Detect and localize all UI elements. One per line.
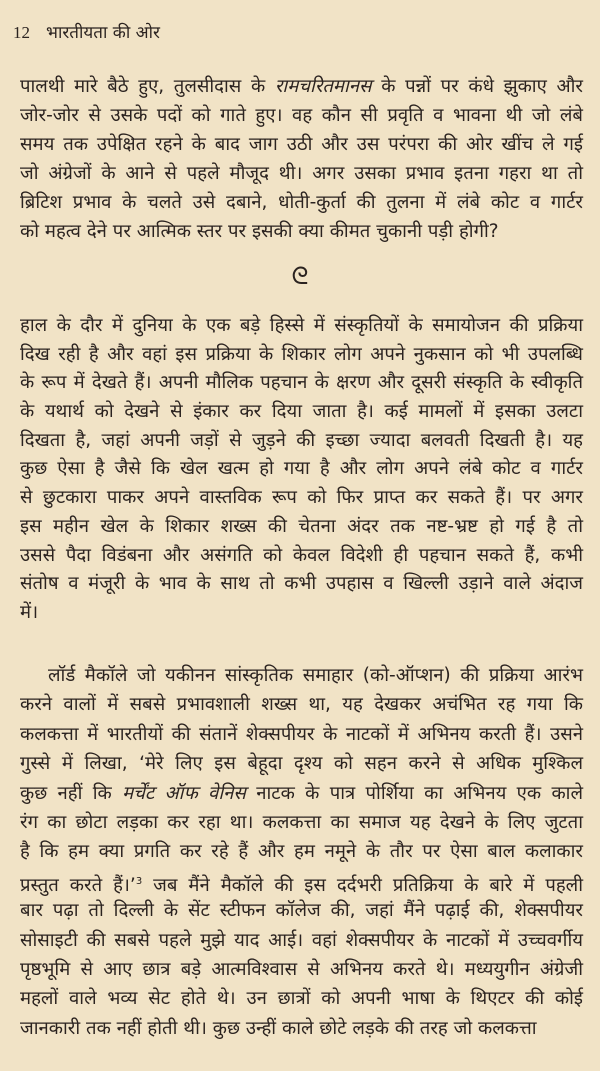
text-line [20, 690, 583, 719]
text-segment: कुछ नहीं कि [20, 782, 123, 804]
text-segment: करने वालों में सबसे प्रभावशाली शख्स था, यह देखकर अचंभित रह गया कि [20, 694, 583, 716]
text-segment: प्रस्तुत करते हैं।’ [20, 874, 136, 896]
text-segment: को महत्व देने पर आत्मिक स्तर पर इसकी क्या कीमत चुकानी पड़ी होगी? [20, 221, 499, 242]
text-line [20, 484, 583, 513]
text-line [20, 159, 583, 188]
text-segment: पालथी मारे बैठे हुए, तुलसीदास के [20, 76, 275, 97]
text-segment: पृष्ठभूमि से आए छात्र बड़े आत्मविश्वास से अभिनय करते थे। मध्ययुगीन अंग्रेजी [20, 958, 583, 980]
text-segment: नाटक के पात्र पोर्शिया का अभिनय एक काले [245, 782, 583, 804]
text-segment: गुस्से में लिखा, ‘मेरे लिए इस बेहूदा दृश्य को सहन करने से अधिक मुश्किल [20, 753, 583, 775]
text-line [20, 72, 583, 101]
italic-title: मर्चेंट ऑफ वेनिस [122, 782, 246, 804]
text-line [20, 369, 583, 398]
section-break-ornament: ᘓ [291, 262, 309, 290]
running-title: भारतीयता की ओर [46, 23, 160, 43]
text-segment: महलों वाले भव्य सेट होते थे। उन छात्रों को अपनी भाषा के थिएटर की कोई [20, 988, 583, 1010]
text-line [20, 513, 583, 542]
text-line [20, 217, 583, 246]
text-line [20, 808, 583, 837]
text-segment: कलकत्ता में भारतीयों की संतानें शेक्सपीयर के नाटकों में अभिनय करती हैं। उसने [20, 723, 583, 745]
text-line [20, 661, 583, 690]
text-segment: से छुटकारा पाकर अपने वास्तविक रूप को फिर प्राप्त कर सकते हैं। पर अगर [20, 487, 583, 509]
text-line [20, 455, 583, 484]
text-segment: रंग का छोटा लड़का कर रहा था। कलकत्ता का समाज यह देखने के लिए जुटता [20, 811, 583, 833]
paragraph-2 [20, 312, 583, 628]
text-segment: के यथार्थ को देखने से इंकार कर दिया जाता है। कई मामलों में इसका उलटा [20, 401, 583, 423]
text-line [20, 867, 583, 896]
paragraph-3 [20, 661, 583, 1043]
text-segment: संतोष व मंजूरी के भाव के साथ तो कभी उपहास व खिल्ली उड़ाने वाले अंदाज [20, 573, 583, 595]
text-segment: सोसाइटी की सबसे पहले मुझे याद आई। वहां शेक्सपीयर के नाटकों में उच्चवर्गीय [20, 929, 583, 951]
text-segment: बार पढ़ा तो दिल्ली के सेंट स्टीफन कॉलेज की, जहां मैंने पढ़ाई की, शेक्सपीयर [20, 900, 583, 922]
text-line [20, 101, 583, 130]
text-segment: जब मैंने मैकॉले की इस दर्दभरी प्रतिक्रिया के बारे में पहली [142, 874, 583, 896]
text-segment: हाल के दौर में दुनिया के एक बड़े हिस्से में संस्कृतियों के समायोजन की प्रक्रिया [20, 315, 583, 336]
text-line [20, 779, 583, 808]
text-line [20, 984, 583, 1013]
text-line [20, 188, 583, 217]
text-line [20, 837, 583, 866]
text-segment: जोर-जोर से उसके पदों को गाते हुए। वह कौन सी प्रवृति व भावना थी जो लंबे [20, 105, 583, 126]
paragraph-1 [20, 72, 583, 246]
text-segment: है कि हम क्या प्रगति कर रहे हैं और हम नमूने के तौर पर ऐसा बाल कलाकार [20, 841, 583, 863]
text-segment: जो अंग्रेजों के आने से पहले मौजूद थी। अगर उसका प्रभाव इतना गहरा था तो [20, 163, 583, 184]
text-segment: दिख रही है और वहां इस प्रक्रिया के शिकार लोग अपने नुकसान को भी उपलब्धि [20, 343, 583, 365]
text-line [20, 542, 583, 571]
italic-title: रामचरितमानस [274, 76, 372, 97]
text-line [20, 312, 583, 341]
text-segment: लॉर्ड मैकॉले जो यकीनन सांस्कृतिक समाहार (को-ऑप्शन) की प्रक्रिया आरंभ [48, 665, 583, 686]
text-line [20, 599, 583, 628]
text-segment: में। [20, 601, 39, 623]
text-line [20, 341, 583, 370]
text-line [20, 926, 583, 955]
text-line [20, 749, 583, 778]
text-segment: जानकारी तक नहीं होती थी। कुछ उन्हीं काले छोटे लड़के की तरह जो कलकत्ता [20, 1017, 537, 1039]
text-segment: इस महीन खेल के शिकार शख्स की चेतना अंदर तक नष्ट-भ्रष्ट हो गई है तो [20, 515, 583, 537]
text-segment: के रूप में देखते हैं। अपनी मौलिक पहचान के क्षरण और दूसरी संस्कृति के स्वीकृति [20, 372, 583, 394]
text-segment: के पन्नों पर कंधे झुकाए और [371, 76, 583, 97]
text-segment: उससे पैदा विडंबना और असंगति को केवल विदेशी ही पहचान सकते हैं, कभी [20, 544, 583, 566]
text-line [20, 896, 583, 925]
text-line [20, 955, 583, 984]
text-line [20, 398, 583, 427]
text-segment: कुछ ऐसा है जैसे कि खेल खत्म हो गया है और लोग अपने लंबे कोट व गार्टर [20, 458, 583, 480]
text-line [20, 570, 583, 599]
text-line [20, 427, 583, 456]
running-header [13, 20, 160, 43]
text-line [20, 130, 583, 159]
page-number: 12 [13, 23, 30, 42]
text-segment: दिखता है, जहां अपनी जड़ों से जुड़ने की इच्छा ज्यादा बलवती दिखती है। यह [20, 429, 583, 451]
text-segment: ब्रिटिश प्रभाव के चलते उसे दबाने, धोती-कुर्ता की तुलना में लंबे कोट व गार्टर [20, 192, 583, 213]
text-line [20, 720, 583, 749]
footnote-marker: 3 [135, 875, 143, 887]
text-line [20, 1014, 583, 1043]
text-segment: समय तक उपेक्षित रहने के बाद जाग उठी और उस परंपरा की ओर खींच ले गई [20, 134, 583, 155]
